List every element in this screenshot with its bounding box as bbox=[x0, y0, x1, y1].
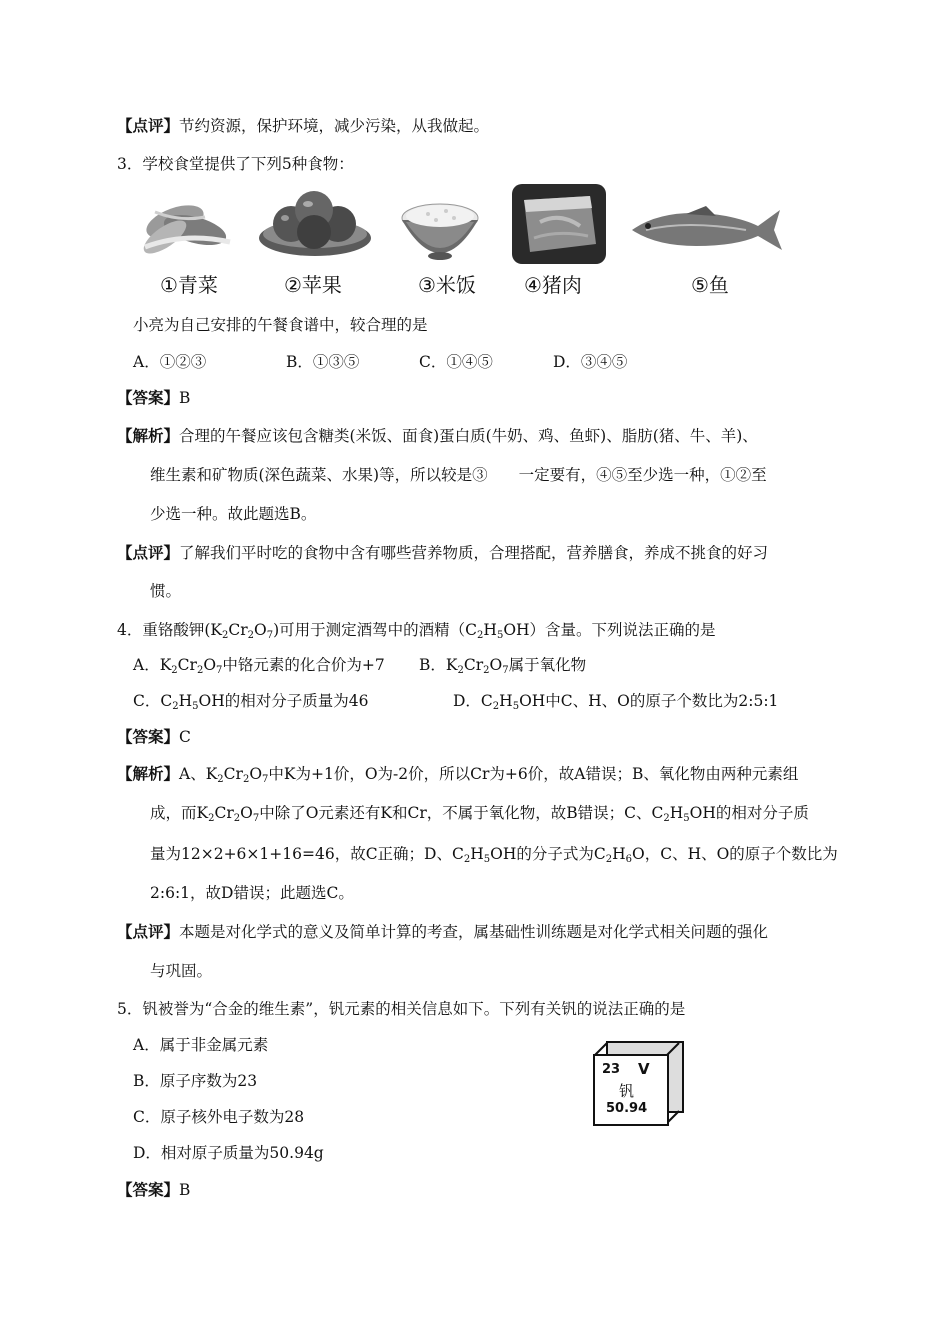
q5-answer bbox=[117, 1180, 190, 1200]
q4-analysis-line-3: 量为12×2+6×1+16=46，故C正确；D、$C_2H_5OH$的分子式为$C_2H_6O$，C、H、O的原子个数比为 bbox=[150, 845, 838, 865]
comment-tag: 【点评】 bbox=[117, 116, 180, 135]
rice-bowl-icon bbox=[398, 196, 482, 262]
comment-text: 节约资源，保护环境，减少污染，从我做起。 bbox=[179, 117, 490, 135]
q3-analysis-line-2: 维生素和矿物质(深色蔬菜、水果)等，所以较是③ 一定要有，④⑤至少选一种，①②至 bbox=[150, 466, 767, 484]
element-card bbox=[593, 1054, 669, 1126]
comment-tag: 【点评】 bbox=[117, 543, 180, 562]
q3-option-b: B．①③⑤ bbox=[286, 353, 360, 371]
answer-tag: 【答案】 bbox=[117, 727, 180, 746]
analysis-tag: 【解析】 bbox=[117, 426, 180, 445]
q4-stem: 4．重铬酸钾$(K_2Cr_2O_7)$可用于测定酒驾中的酒精$(C_2H_5OH)$含量。下列说法正确的是 bbox=[117, 621, 716, 641]
comment-text: 了解我们平时吃的食物中含有哪些营养物质，合理搭配，营养膳食，养成不挑食的好习 bbox=[179, 544, 769, 562]
atomic-number: 23 bbox=[602, 1062, 621, 1077]
q3-comment-line-2: 惯。 bbox=[150, 582, 182, 600]
q4-option-c: C．$C_2H_5OH$的相对分子质量为46 bbox=[133, 692, 369, 712]
food-label-1: ①青菜 bbox=[160, 273, 218, 297]
answer-text: B bbox=[179, 389, 191, 407]
q4-option-b: B．$K_2Cr_2O_7$属于氧化物 bbox=[419, 656, 587, 676]
q3-option-c: C．①④⑤ bbox=[419, 353, 493, 371]
analysis-text: 合理的午餐应该包含糖类(米饭、面食)蛋白质(牛奶、鸡、鱼虾)、脂肪(猪、牛、羊)、 bbox=[179, 427, 758, 445]
q3-option-d: D．③④⑤ bbox=[553, 353, 628, 371]
q4-comment-line-1 bbox=[117, 922, 768, 942]
pork-icon bbox=[510, 182, 608, 266]
q5-option-b: B．原子序数为23 bbox=[133, 1072, 258, 1090]
apples-icon bbox=[256, 186, 374, 262]
q3-analysis-line-3: 少选一种。故此题选B。 bbox=[150, 505, 317, 523]
comment-line bbox=[117, 116, 489, 136]
food-label-5: ⑤鱼 bbox=[691, 273, 729, 297]
answer-text: B bbox=[179, 1181, 191, 1199]
answer-text: C bbox=[179, 728, 191, 746]
fish-icon bbox=[626, 200, 784, 256]
q4-analysis-line-1: 【解析】A、$K_2Cr_2O_7$中K为+1价，O为-2价，所以Cr为+6价，故A错误；B、氧化物由两种元素组 bbox=[117, 764, 799, 785]
answer-tag: 【答案】 bbox=[117, 1180, 180, 1199]
q3-question: 小亮为自己安排的午餐食谱中，较合理的是 bbox=[133, 316, 428, 334]
q4-option-d: D．$C_2H_5OH$中C、H、O的原子个数比为2:5:1 bbox=[453, 692, 779, 712]
q5-stem: 5．钒被誉为“合金的维生素”，钒元素的相关信息如下。下列有关钒的说法正确的是 bbox=[117, 1000, 686, 1018]
comment-text: 本题是对化学式的意义及简单计算的考查，属基础性训练题是对化学式相关问题的强化 bbox=[179, 923, 769, 941]
q4-option-a: A．$K_2Cr_2O_7$中铬元素的化合价为+7 bbox=[133, 656, 385, 676]
element-symbol: V bbox=[638, 1060, 650, 1078]
food-label-4: ④猪肉 bbox=[524, 273, 582, 297]
comment-tag: 【点评】 bbox=[117, 922, 180, 941]
q3-option-a: A．①②③ bbox=[133, 353, 207, 371]
q3-comment-line-1 bbox=[117, 543, 768, 563]
q5-option-c: C．原子核外电子数为28 bbox=[133, 1108, 305, 1126]
q4-answer bbox=[117, 727, 191, 747]
q3-analysis-line-1 bbox=[117, 426, 758, 446]
q5-option-a: A．属于非金属元素 bbox=[133, 1036, 269, 1054]
food-label-3: ③米饭 bbox=[418, 273, 476, 297]
food-label-2: ②苹果 bbox=[284, 273, 342, 297]
q3-stem: 3．学校食堂提供了下列5种食物： bbox=[117, 155, 354, 173]
bok-choy-icon bbox=[135, 192, 235, 260]
analysis-tag: 【解析】 bbox=[117, 764, 180, 783]
q3-answer bbox=[117, 388, 190, 408]
q4-analysis-line-4: 2:6:1，故D错误；此题选C。 bbox=[150, 884, 354, 902]
q5-option-d: D．相对原子质量为50.94g bbox=[133, 1144, 324, 1162]
answer-tag: 【答案】 bbox=[117, 388, 180, 407]
q4-analysis-line-2: 成，而$K_2Cr_2O_7$中除了O元素还有K和Cr，不属于氧化物，故B错误；C、$C_2H_5OH$的相对分子质 bbox=[150, 804, 809, 824]
element-name: 钒 bbox=[619, 1082, 635, 1100]
q4-comment-line-2: 与巩固。 bbox=[150, 962, 213, 980]
atomic-mass: 50.94 bbox=[606, 1101, 648, 1116]
